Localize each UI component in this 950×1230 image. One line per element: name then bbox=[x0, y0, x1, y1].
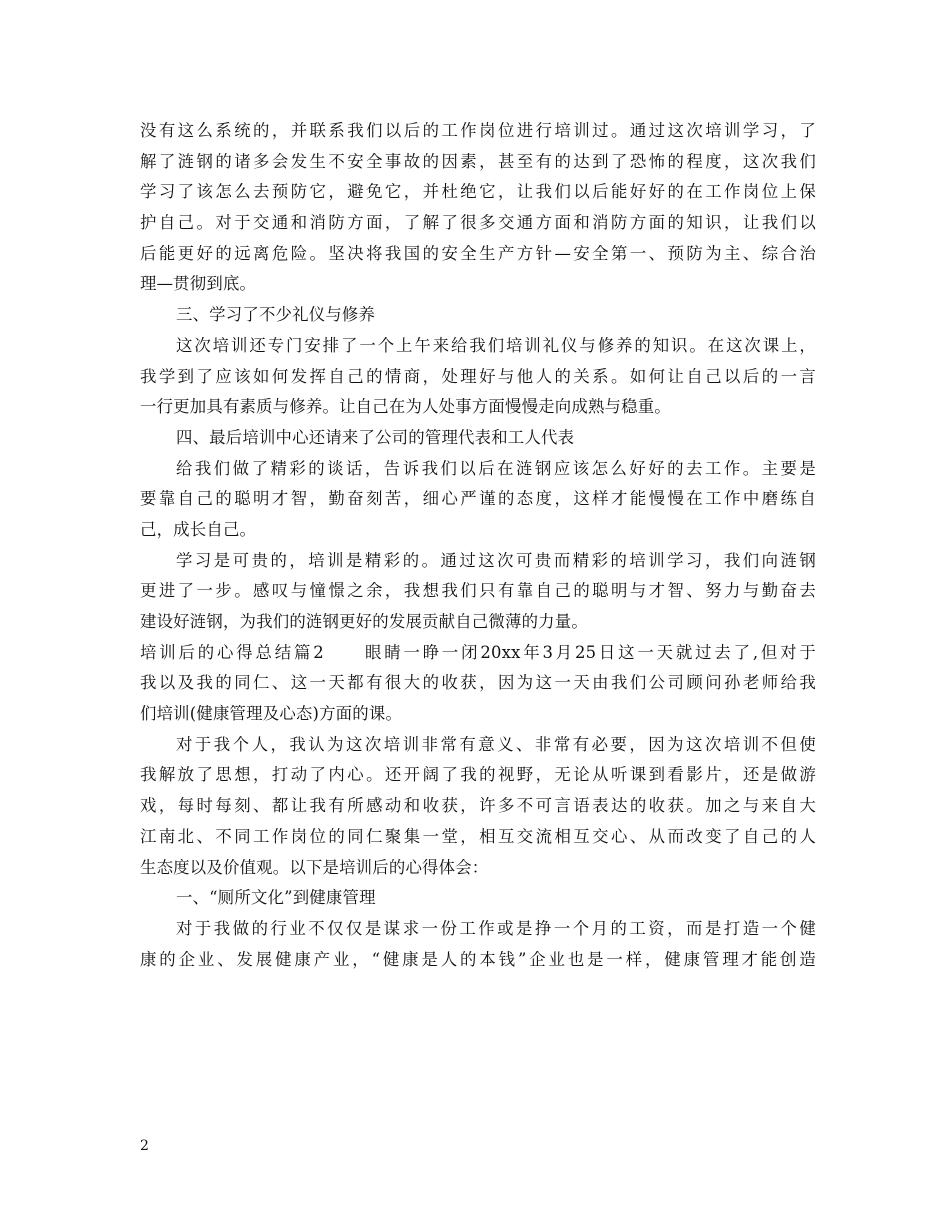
text-line: 更进了一步。感叹与憧憬之余，我想我们只有靠自己的聪明与才智、努力与勤奋去 bbox=[140, 581, 816, 601]
section-heading: 一、“厕所文化”到健康管理 bbox=[176, 888, 376, 908]
text-line: 们培训(健康管理及心态)方面的课。 bbox=[140, 704, 403, 724]
section-heading: 三、学习了不少礼仪与修养 bbox=[176, 305, 376, 325]
document-body bbox=[140, 116, 816, 975]
text-line: 我解放了思想，打动了内心。还开阔了我的视野，无论从听课到看影片，还是做游 bbox=[140, 765, 816, 785]
section-heading: 四、最后培训中心还请来了公司的管理代表和工人代表 bbox=[176, 427, 575, 447]
text-line: 要靠自己的聪明才智，勤奋刻苦，细心严谨的态度，这样才能慢慢在工作中磨练自 bbox=[140, 489, 816, 509]
text-line: 己，成长自己。 bbox=[140, 519, 257, 539]
text-line: 我学到了应该如何发挥自己的情商，处理好与他人的关系。如何让自己以后的一言 bbox=[140, 366, 816, 386]
text-line: 我以及我的同仁、这一天都有很大的收获，因为这一天由我们公司顾问孙老师给我 bbox=[140, 673, 816, 693]
text-line: 学习了该怎么去预防它，避免它，并杜绝它，让我们以后能好好的在工作岗位上保 bbox=[140, 182, 816, 202]
text-line: 护自己。对于交通和消防方面，了解了很多交通方面和消防方面的知识，让我们以 bbox=[140, 213, 816, 233]
text-line: 生态度以及价值观。以下是培训后的心得体会： bbox=[140, 857, 489, 877]
text-line: 对于我个人，我认为这次培训非常有意义、非常有必要，因为这次培训不但使 bbox=[176, 734, 816, 754]
text-line: 对于我做的行业不仅仅是谋求一份工作或是挣一个月的工资，而是打造一个健 bbox=[176, 918, 816, 938]
text-line: 江南北、不同工作岗位的同仁聚集一堂，相互交流相互交心、从而改变了自己的人 bbox=[140, 826, 816, 846]
text-line: 这次培训还专门安排了一个上午来给我们培训礼仪与修养的知识。在这次课上， bbox=[176, 335, 816, 355]
text-line: 建设好涟钢，为我们的涟钢更好的发展贡献自己微薄的力量。 bbox=[140, 612, 588, 631]
text-line: 后能更好的远离危险。坚决将我国的安全生产方针—安全第一、预防为主、综合治 bbox=[140, 243, 816, 263]
text-line: 没有这么系统的，并联系我们以后的工作岗位进行培训过。通过这次培训学习，了 bbox=[140, 121, 816, 140]
text-line: 学习是可贵的，培训是精彩的。通过这次可贵而精彩的培训学习，我们向涟钢 bbox=[176, 550, 816, 570]
text-line: 解了涟钢的诸多会发生不安全事故的因素，甚至有的达到了恐怖的程度，这次我们 bbox=[140, 151, 816, 171]
text-line: 给我们做了精彩的谈话，告诉我们以后在涟钢应该怎么好好的去工作。主要是 bbox=[176, 458, 816, 478]
text-line: 康的企业、发展健康产业，“健康是人的本钱”企业也是一样，健康管理才能创造 bbox=[140, 949, 816, 969]
page-number: 2 bbox=[140, 1138, 149, 1154]
text-line: 一行更加具有素质与修养。让自己在为人处事方面慢慢走向成熟与稳重。 bbox=[140, 397, 671, 417]
text-line: 理—贯彻到底。 bbox=[140, 274, 257, 294]
article-heading-line: 培训后的心得总结篇2 眼睛一睁一闭20xx年3月25日这一天就过去了,但对于 bbox=[140, 642, 816, 662]
text-line: 戏，每时每刻、都让我有所感动和收获，许多不可言语表达的收获。加之与来自大 bbox=[140, 796, 816, 816]
